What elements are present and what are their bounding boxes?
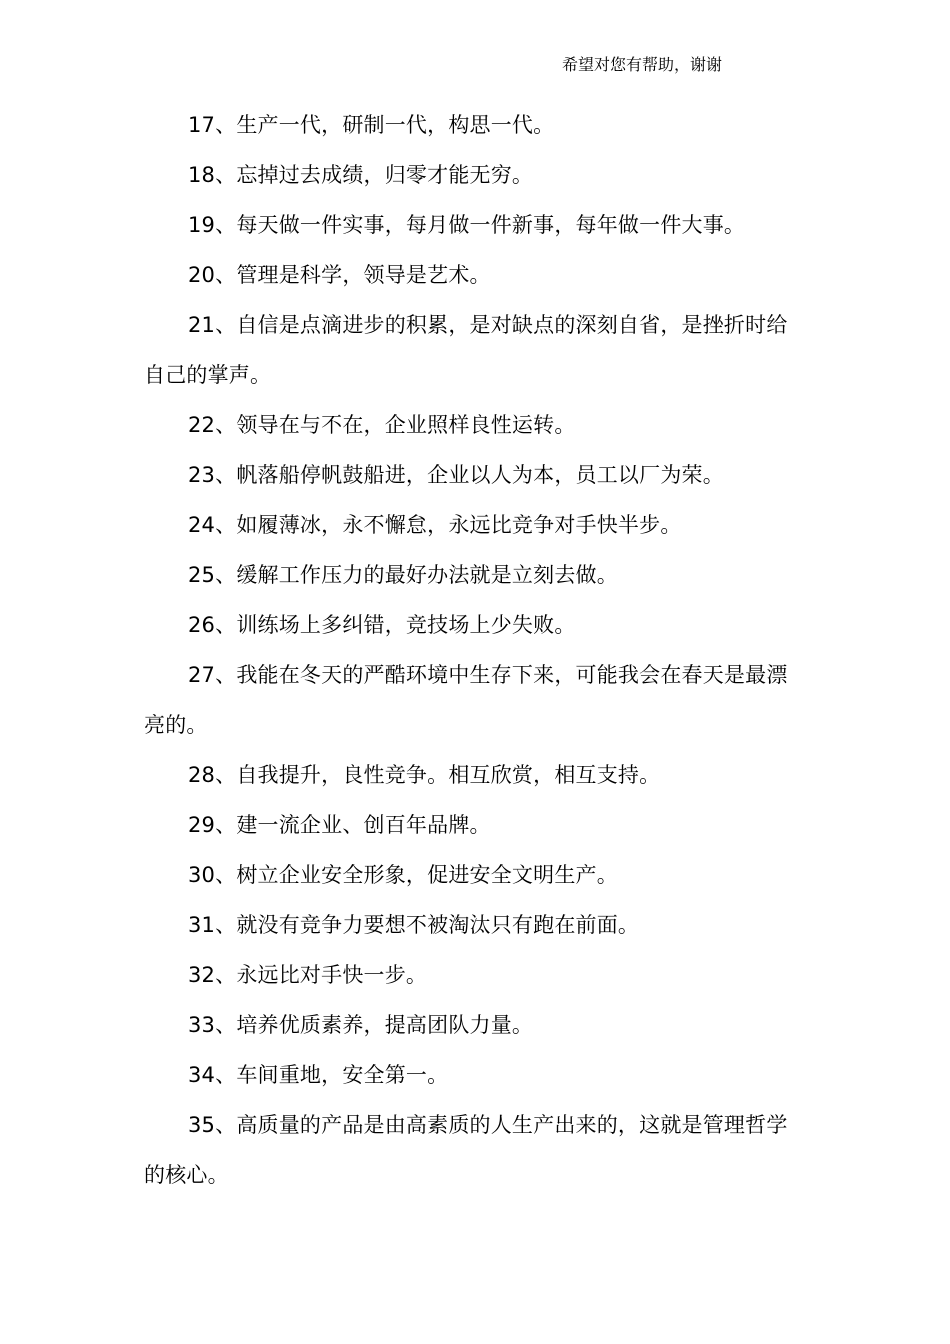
list-item: 25、缓解工作压力的最好办法就是立刻去做。 <box>188 563 618 587</box>
list-item: 31、就没有竞争力要想不被淘汰只有跑在前面。 <box>188 913 640 937</box>
list-item: 26、训练场上多纠错，竞技场上少失败。 <box>188 613 576 637</box>
list-item: 34、车间重地，安全第一。 <box>188 1063 449 1087</box>
list-item: 19、每天做一件实事，每月做一件新事，每年做一件大事。 <box>188 213 746 237</box>
document-body <box>144 100 804 1200</box>
list-item: 21、自信是点滴进步的积累，是对缺点的深刻自省，是挫折时给自己的掌声。 <box>144 313 788 387</box>
list-item: 28、自我提升，良性竞争。相互欣赏，相互支持。 <box>188 763 661 787</box>
list-item: 29、建一流企业、创百年品牌。 <box>188 813 491 837</box>
list-item: 22、领导在与不在，企业照样良性运转。 <box>188 413 576 437</box>
list-item: 35、高质量的产品是由高素质的人生产出来的，这就是管理哲学的核心。 <box>144 1113 788 1187</box>
list-item: 27、我能在冬天的严酷环境中生存下来，可能我会在春天是最漂亮的。 <box>144 663 788 737</box>
list-item: 17、生产一代，研制一代，构思一代。 <box>188 113 555 137</box>
list-item: 32、永远比对手快一步。 <box>188 963 428 987</box>
list-item: 18、忘掉过去成绩，归零才能无穷。 <box>188 163 534 187</box>
list-item: 23、帆落船停帆鼓船进，企业以人为本，员工以厂为荣。 <box>188 463 724 487</box>
list-item: 24、如履薄冰，永不懈怠，永远比竞争对手快半步。 <box>188 513 682 537</box>
list-item: 20、管理是科学，领导是艺术。 <box>188 263 491 287</box>
list-item: 33、培养优质素养，提高团队力量。 <box>188 1013 534 1037</box>
header-note: 希望对您有帮助，谢谢 <box>562 55 723 74</box>
list-item: 30、树立企业安全形象，促进安全文明生产。 <box>188 863 618 887</box>
